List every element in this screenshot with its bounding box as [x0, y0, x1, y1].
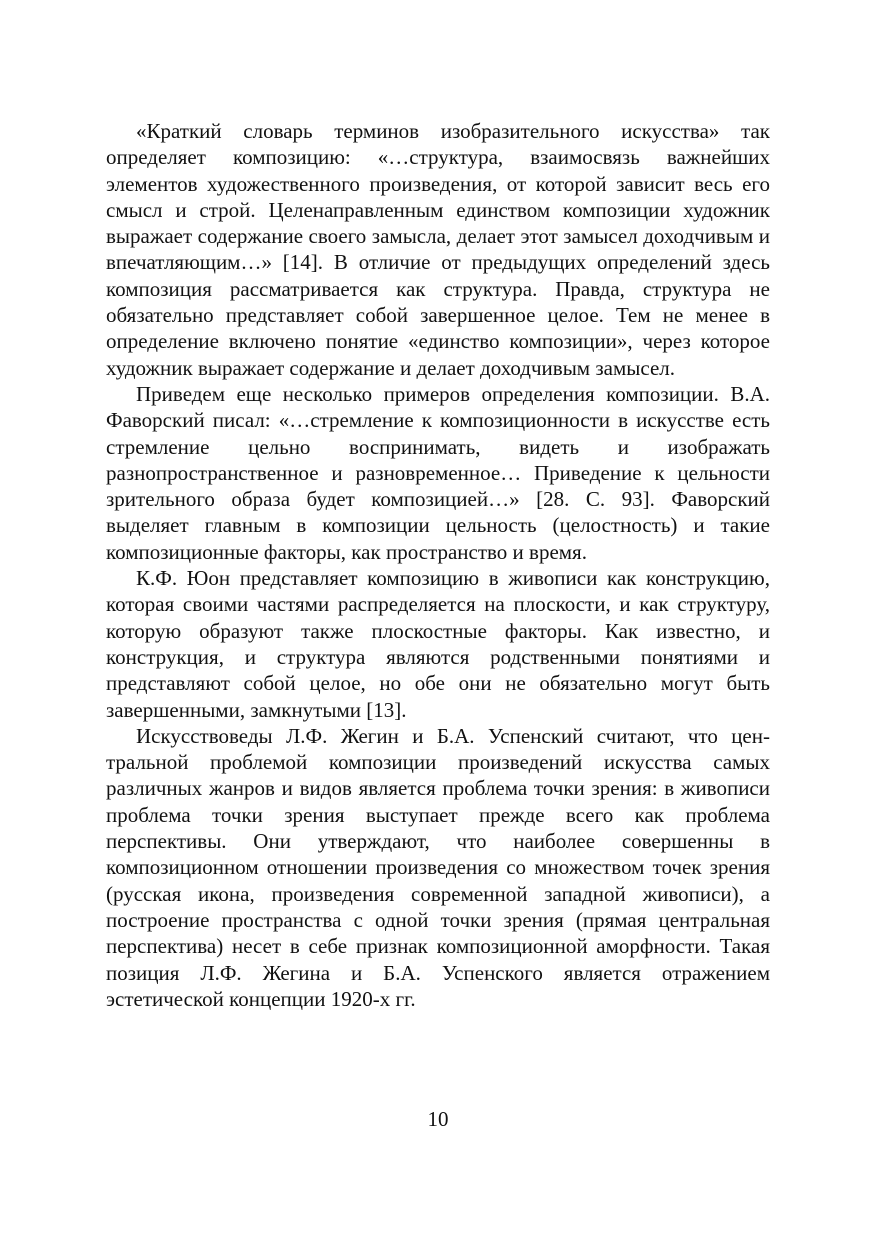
paragraph-1: «Краткий словарь терминов изобразительного искусства» так определяет композицию: «…структура, взаимосвязь важнейших элементов художественного произведения, от которой зависит весь его смысл и строй. Целенаправленным единством композиции художник выражает содержание своего замысла, делает этот замысел доходчивым и впечатляющим…» [14]. В отличие от предыдущих определений здесь композиция рассматривается как структура. Правда, структура не обязательно представляет собой завершенное целое. Тем не менее в определение включено понятие «единство композиции», через которое художник выражает содержание и делает доходчивым замысел.: [106, 119, 770, 380]
body-text: [106, 118, 770, 1012]
paragraph-3: К.Ф. Юон представляет композицию в живописи как конструкцию, которая своими частями распределяется на плоскости, и как структуру, которую образуют также плоскостные факторы. Как известно, и конструкция, и структура являются родственными понятиями и представляют собой целое, но обе они не обязательно могут быть завершенными, замкнутыми [13].: [106, 566, 770, 722]
paragraph-4: Искусствоведы Л.Ф. Жегин и Б.А. Успенский считают, что центральной проблемой композиции произведений искусства самых различных жанров и видов является проблема точки зрения: в живописи проблема точки зрения выступает прежде всего как проблема перспективы. Они утверждают, что наиболее совершенны в композиционном отношении произведения со множеством точек зрения (русская икона, произведения современной западной живописи), а построение пространства с одной точки зрения (прямая центральная перспектива) несет в себе признак композиционной аморфности. Такая позиция Л.Ф. Жегина и Б.А. Успенского является отражением эстетической концепции 1920-х гг.: [106, 723, 770, 1011]
paragraph-2: Приведем еще несколько примеров определения композиции. В.А. Фаворский писал: «…стремление к композиционности в искусстве есть стремление цельно воспринимать, видеть и изображать разнопространственное и разновременное… Приведение к цельности зрительного образа будет композицией…» [28. С. 93]. Фаворский выделяет главным в композиции цельность (целостность) и такие композиционные факторы, как пространство и время.: [106, 381, 770, 564]
page-number: 10: [427, 1107, 449, 1131]
